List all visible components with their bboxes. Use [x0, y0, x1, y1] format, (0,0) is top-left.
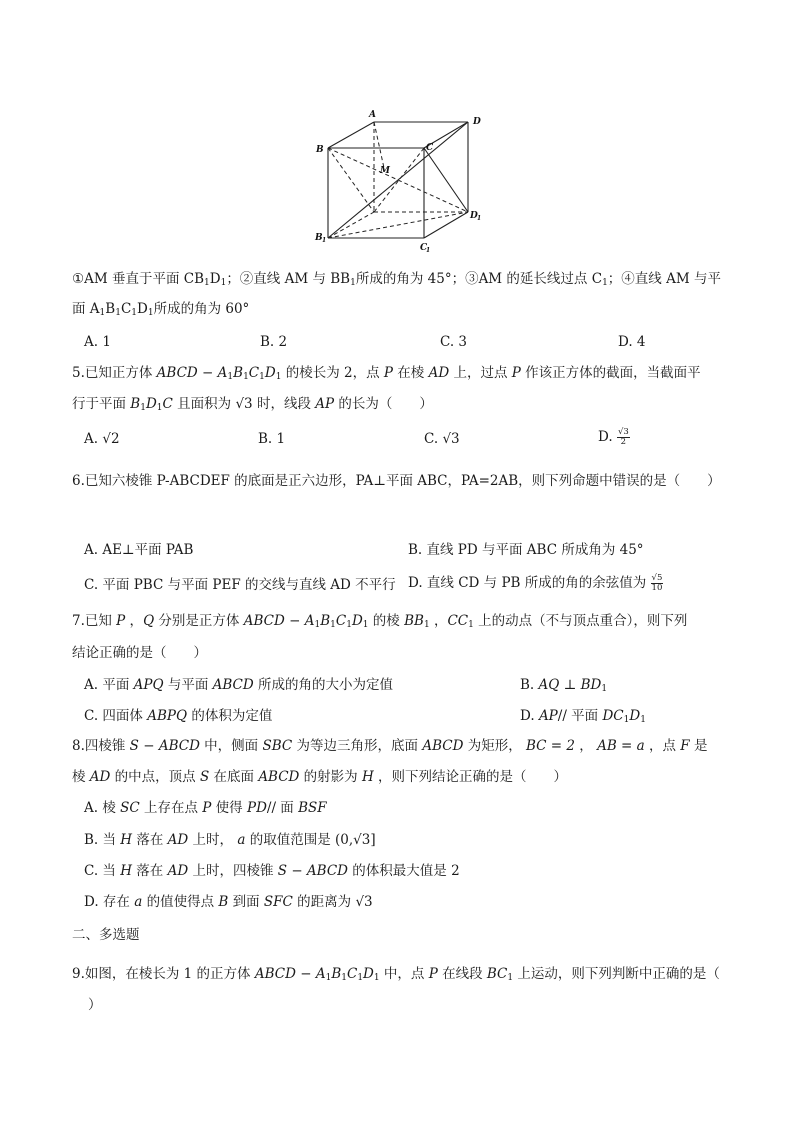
- label-D1: D: [470, 211, 478, 221]
- q7-stem-line2: 结论正确的是（ ）: [72, 645, 207, 661]
- q6-option-d[interactable]: D. 直线 CD 与 PB 所成的角的余弦值为 $\frac{√5}{10}$: [408, 573, 663, 593]
- q5-option-c[interactable]: C. √3: [424, 431, 460, 447]
- q6-stem: 6.已知六棱锥 P-ABCDEF 的底面是正六边形，PA⊥平面 ABC，PA=2AB，则下列命题中错误的是（ ）: [72, 473, 721, 489]
- q4-option-a[interactable]: A. 1: [84, 334, 111, 350]
- q4-line2: 面 $A_1B_1C_1D_1$所成的角为 60°: [72, 301, 250, 318]
- label-D: D: [473, 117, 481, 127]
- hidden-edge: [328, 148, 374, 212]
- q7-stem-line1: 7.已知 P ，Q 分别是正方体 ABCD − $A_1B_1C_1D_1$ 的棱 $BB_1$ ，$CC_1$ 上的动点（不与顶点重合），则下列: [72, 613, 688, 630]
- label-sub: 1: [322, 237, 327, 244]
- label-B1: B: [315, 233, 323, 243]
- hidden-edge: [374, 122, 384, 168]
- q7-option-b[interactable]: B. AQ ⊥ $BD_1$: [520, 677, 608, 694]
- q9-stem-line1: 9.如图，在棱长为 1 的正方体 ABCD − $A_1B_1C_1D_1$ 中，点 P 在线段 $BC_1$ 上运动，则下列判断中正确的是（: [72, 966, 720, 983]
- q6-option-b[interactable]: B. 直线 PD 与平面 ABC 所成角为 45°: [408, 542, 644, 558]
- q5-option-a[interactable]: A. √2: [84, 431, 120, 447]
- label-C: C: [426, 143, 434, 153]
- cube-figure: [300, 100, 500, 254]
- q5-option-b[interactable]: B. 1: [258, 431, 286, 447]
- q8-option-d[interactable]: D. 存在 a 的值使得点 B 到面 SFC 的距离为 √3: [84, 894, 373, 910]
- q8-option-c[interactable]: C. 当 H 落在 AD 上时，四棱锥 S − ABCD 的体积最大值是 2: [84, 863, 460, 879]
- label-A: A: [369, 110, 376, 120]
- label-sub: 1: [426, 247, 431, 254]
- label-sub: 1: [477, 215, 482, 222]
- q4-option-d[interactable]: D. 4: [618, 334, 646, 350]
- label-B: B: [316, 145, 324, 155]
- q5-stem-line1: 5.已知正方体 ABCD − $A_1B_1C_1D_1$ 的棱长为 2，点 P 在棱 AD 上，过点 P 作该正方体的截面，当截面平: [72, 365, 701, 382]
- q8-stem-line1: 8.四棱锥 S − ABCD 中，侧面 SBC 为等边三角形，底面 ABCD 为矩形， BC = 2 ， AB = a ，点 F 是: [72, 738, 708, 754]
- q6-option-a[interactable]: A. AE⊥平面 PAB: [84, 542, 194, 558]
- fraction: $\frac{√5}{10}$: [651, 573, 663, 593]
- q5-option-d[interactable]: D. $\frac{√3}{2}$: [598, 427, 629, 447]
- q4-option-c[interactable]: C. 3: [440, 334, 468, 350]
- edge: [328, 122, 468, 238]
- q6-option-c[interactable]: C. 平面 PBC 与平面 PEF 的交线与直线 AD 不平行: [84, 577, 396, 593]
- label-M: M: [380, 166, 390, 176]
- q9-stem-line2: ）: [88, 997, 102, 1013]
- q7-option-a[interactable]: A. 平面 APQ 与平面 ABCD 所成的角的大小为定值: [84, 677, 393, 693]
- q4-option-b[interactable]: B. 2: [260, 334, 288, 350]
- q5-stem-line2: 行于平面 $B_1D_1C$ 且面积为 √3 时，线段 AP 的长为（ ）: [72, 396, 433, 413]
- q8-option-a[interactable]: A. 棱 SC 上存在点 P 使得 PD// 面 BSF: [84, 800, 327, 816]
- q7-option-d[interactable]: D. AP// 平面 $DC_1D_1$: [520, 708, 646, 725]
- q8-stem-line2: 棱 AD 的中点，顶点 S 在底面 ABCD 的射影为 H ，则下列结论正确的是（ ）: [72, 769, 568, 785]
- q8-option-b[interactable]: B. 当 H 落在 AD 上时， a 的取值范围是 (0,√3]: [84, 832, 376, 848]
- label-C1: C: [420, 243, 428, 253]
- edge: [328, 122, 374, 148]
- q4-line1: ①AM 垂直于平面 $CB_1D_1$；②直线 AM 与 $BB_1$所成的角为 45°；③AM 的延长线过点 $C_1$；④直线 AM 与平: [72, 271, 721, 288]
- section-heading: 二、多选题: [72, 927, 140, 943]
- fraction: $\frac{√3}{2}$: [617, 427, 629, 447]
- q7-option-c[interactable]: C. 四面体 ABPQ 的体积为定值: [84, 708, 273, 724]
